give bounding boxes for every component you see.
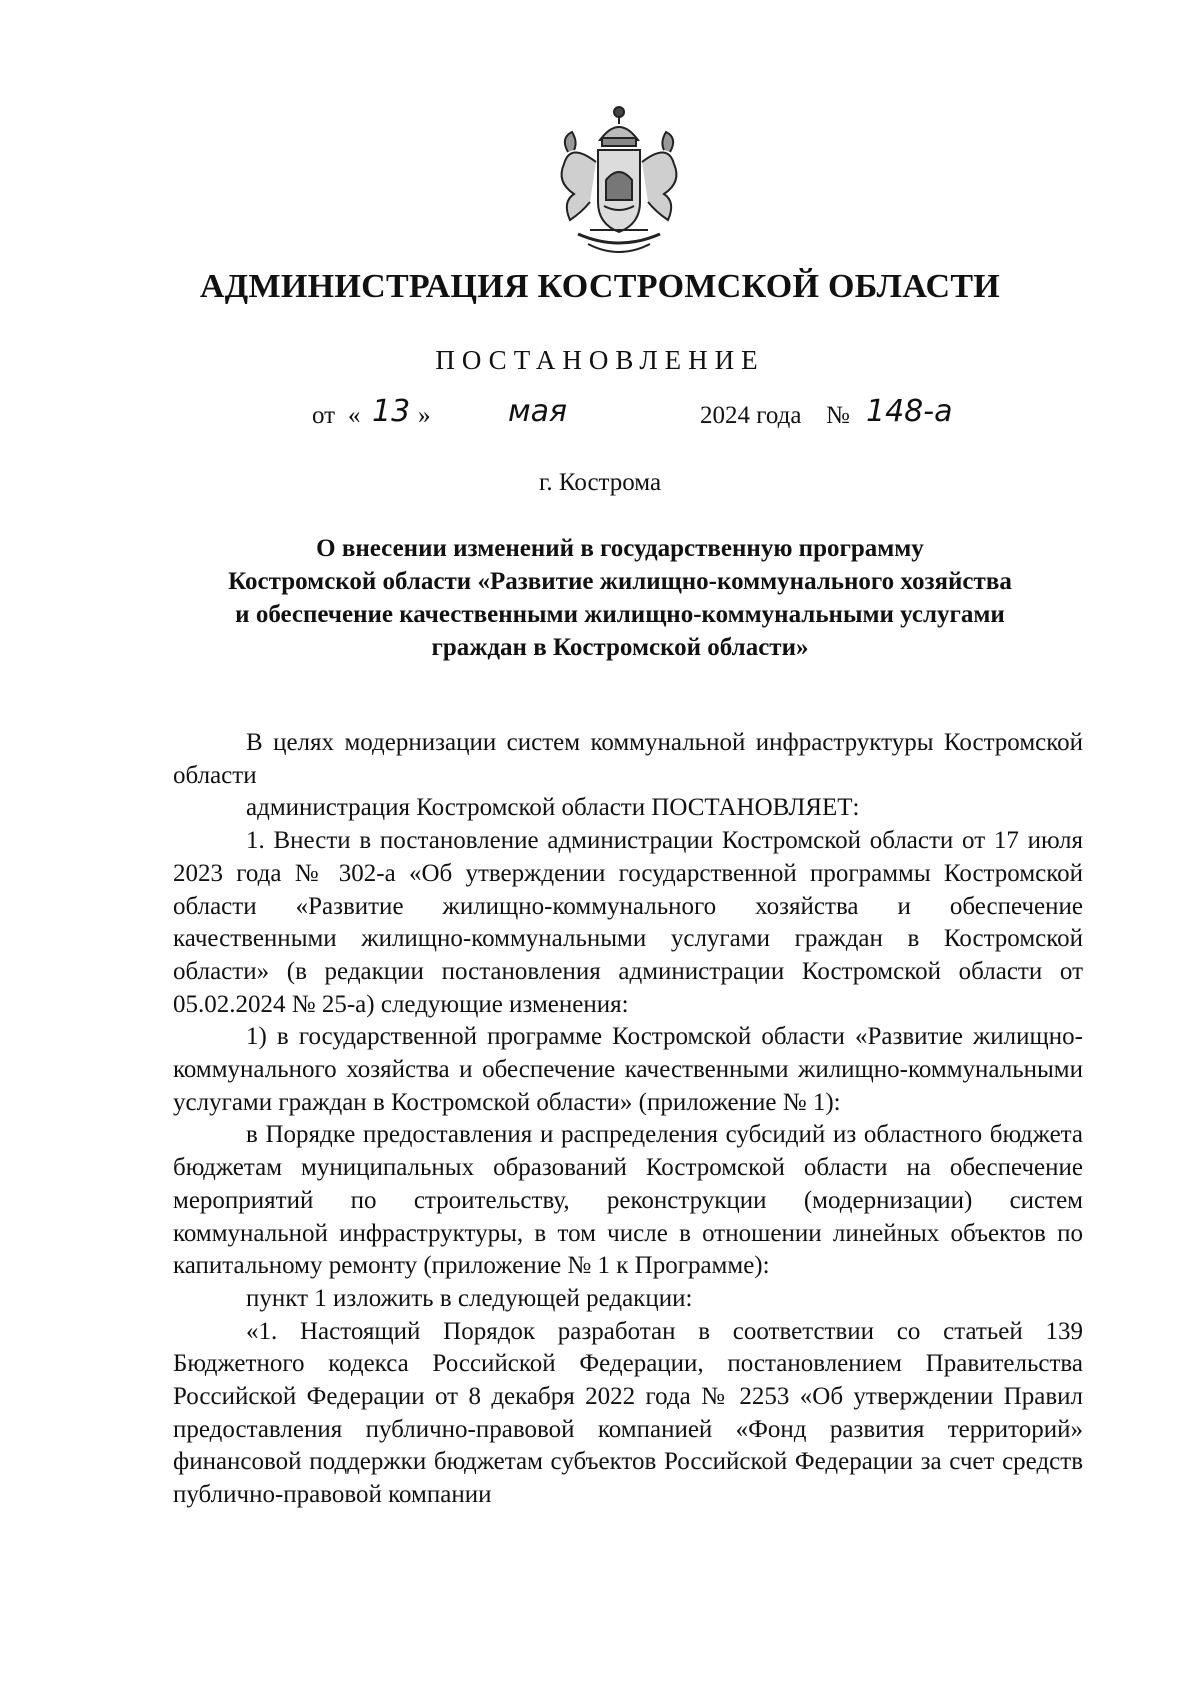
- paragraph: 1. Внести в постановление администрации Костромской области от 17 июля 2023 года № 302-а «Об утверждении государственной программы Костромской области «Развитие жилищно-коммунального хозяйства и обеспечение качественными жилищно-коммунальными услугами граждан в Костромской области» (в редакции постановления администрации Костромской области от 05.02.2024 № 25-а) следующие изменения:: [173, 827, 1083, 1018]
- document-type: ПОСТАНОВЛЕНИЕ: [435, 345, 765, 375]
- document-body: [173, 727, 1083, 1512]
- document-number: 148-а: [866, 394, 953, 429]
- date-day: 13: [372, 394, 411, 429]
- coat-of-arms-icon: [548, 102, 690, 262]
- title-line: граждан в Костромской области»: [431, 634, 809, 661]
- quote-open: «: [348, 402, 361, 429]
- paragraph: администрация Костромской области ПОСТАНОВЛЯЕТ:: [246, 794, 860, 822]
- title-line: Костромской области «Развитие жилищно-коммунального хозяйства: [228, 568, 1012, 595]
- number-sign: №: [826, 402, 850, 429]
- paragraph: в Порядке предоставления и распределения субсидий из областного бюджета бюджетам муниципальных образований Костромской области на обеспечение мероприятий по строительству, реконструкции (модернизации) систем коммунальной инфраструктуры, в том числе в отношении линейных объектов по капитальному ремонту (приложение № 1 к Программе):: [173, 1121, 1083, 1280]
- paragraph: «1. Настоящий Порядок разработан в соответствии со статьей 139 Бюджетного кодекса Российской Федерации, постановлением Правительства Российской Федерации от 8 декабря 2022 года № 2253 «Об утверждении Правил предоставления публично-правовой компанией «Фонд развития территорий» финансовой поддержки бюджетам субъектов Российской Федерации за счет средств публично-правовой компании: [173, 1317, 1083, 1509]
- quote-close: »: [418, 402, 431, 429]
- document-title: [160, 532, 1080, 664]
- title-line: и обеспечение качественными жилищно-коммунальными услугами: [235, 601, 1005, 628]
- date-year: 2024 года: [700, 402, 802, 429]
- city: г. Кострома: [538, 469, 662, 496]
- paragraph: 1) в государственной программе Костромской области «Развитие жилищно-коммунального хозяйства и обеспечение качественными жилищно-коммунальными услугами граждан в Костромской области» (приложение № 1):: [173, 1023, 1083, 1116]
- date-line: [0, 394, 1200, 442]
- organization-name: АДМИНИСТРАЦИЯ КОСТРОМСКОЙ ОБЛАСТИ: [199, 268, 1001, 305]
- paragraph: пункт 1 изложить в следующей редакции:: [246, 1284, 693, 1312]
- title-line: О внесении изменений в государственную программу: [316, 535, 924, 562]
- date-prefix: от: [312, 402, 336, 429]
- paragraph: В целях модернизации систем коммунальной инфраструктуры Костромской области: [173, 729, 1083, 789]
- date-month: мая: [508, 394, 568, 429]
